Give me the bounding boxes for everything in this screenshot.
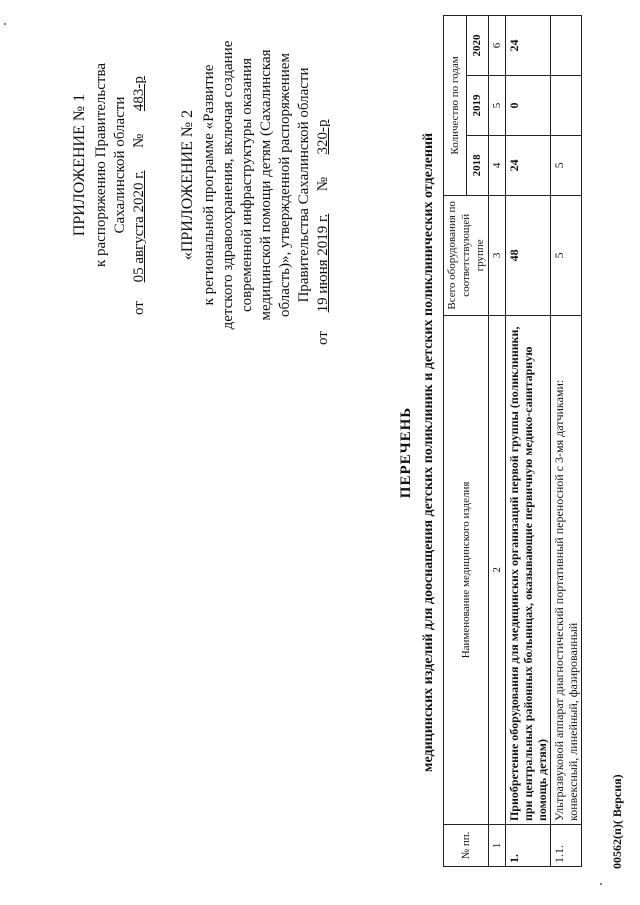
- document-subtitle: медицинских изделий для дооснащения детских поликлиник и детских поликлинических отделений: [421, 132, 436, 773]
- row-total: 5: [551, 195, 582, 315]
- header-name: Наименование медицинского изделия: [444, 315, 489, 824]
- header-total: Всего оборудования по соответствующей группе: [444, 195, 489, 315]
- appendix-1-date: 05 августа 2020 г.: [131, 170, 147, 283]
- scan-speck: [4, 23, 6, 25]
- table-header-row: [444, 16, 467, 867]
- appendix-1-block: [70, 15, 149, 315]
- column-number: 1: [489, 825, 506, 867]
- appendix-2-line: детского здравоохранения, включая создание: [220, 40, 236, 330]
- column-number: 3: [489, 195, 506, 315]
- row-2020: [551, 16, 582, 76]
- date-prefix: от: [315, 331, 331, 345]
- appendix-2-line: область)», утвержденной распоряжением: [277, 53, 293, 317]
- appendix-1-line: Сахалинской области: [112, 96, 128, 234]
- appendix-2-block: [178, 25, 333, 345]
- row-number: 1.1.: [551, 825, 582, 867]
- row-2018: 24: [506, 135, 551, 195]
- row-2019: 0: [506, 75, 551, 135]
- header-by-years: Количество по годам: [444, 16, 467, 196]
- appendix-2-number: 320-р: [315, 119, 331, 155]
- equipment-table: [443, 15, 582, 867]
- appendix-1-title: ПРИЛОЖЕНИЕ № 1: [71, 93, 88, 237]
- appendix-2-date-line: [314, 25, 333, 345]
- row-number: 1.: [506, 825, 551, 867]
- column-numbers-row: [489, 16, 506, 867]
- row-name: Приобретение оборудования для медицинских организаций первой группы (поликлиники, при центральных районных больницах, оказывающие первичную медико-санитарную помощь детям): [506, 315, 551, 824]
- version-footer: 00562(п)( Версия): [610, 774, 624, 869]
- date-prefix: от: [131, 301, 147, 315]
- header-num: № пп.: [444, 825, 489, 867]
- appendix-1-line: к распоряжению Правительства: [93, 63, 109, 268]
- row-total: 48: [506, 195, 551, 315]
- table-row: [551, 16, 582, 867]
- row-2020: 24: [506, 16, 551, 76]
- scan-speck: [600, 883, 602, 885]
- number-sign: №: [131, 133, 147, 148]
- column-number: 4: [489, 135, 506, 195]
- appendix-2-date: 19 июня 2019 г.: [315, 213, 331, 313]
- column-number: 5: [489, 75, 506, 135]
- column-number: 2: [489, 315, 506, 824]
- row-name: Ультразвуковой аппарат диагностический портативный переносной с 3-мя датчиками: конвексный, линейный, фазированный: [551, 315, 582, 824]
- number-sign: №: [315, 176, 331, 192]
- appendix-1-number: 483-р: [131, 76, 147, 112]
- document-title: ПЕРЕЧЕНЬ: [398, 406, 414, 499]
- column-number: 6: [489, 16, 506, 76]
- row-2018: 5: [551, 135, 582, 195]
- table-row: [506, 16, 551, 867]
- header-year-2020: 2020: [466, 16, 489, 76]
- header-year-2019: 2019: [466, 75, 489, 135]
- appendix-2-line: Правительства Сахалинской области: [296, 67, 312, 303]
- appendix-1-date-line: [130, 15, 149, 315]
- header-year-2018: 2018: [466, 135, 489, 195]
- appendix-2-title: «ПРИЛОЖЕНИЕ № 2: [179, 109, 196, 261]
- appendix-2-line: к региональной программе «Развитие: [201, 64, 217, 306]
- appendix-2-line: медицинской помощи детям (Сахалинская: [258, 49, 274, 321]
- row-2019: [551, 75, 582, 135]
- appendix-2-line: современной инфраструктуры оказания: [239, 57, 255, 313]
